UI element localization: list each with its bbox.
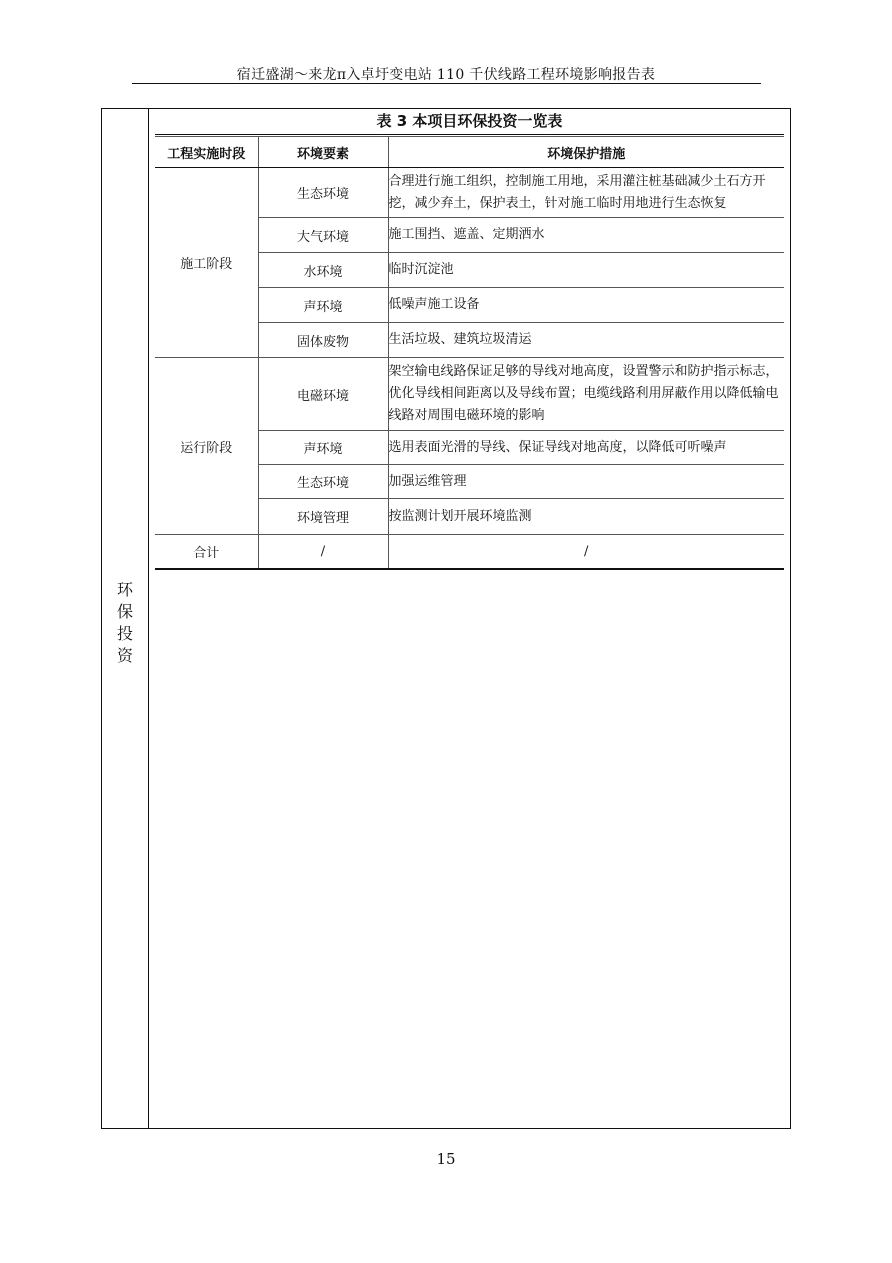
- total-measure: /: [388, 535, 784, 569]
- element-cell: 水环境: [258, 253, 388, 288]
- stage-operation: 运行阶段: [155, 358, 258, 535]
- element-cell: 生态环境: [258, 168, 388, 218]
- measure-cell: 选用表面光滑的导线、保证导线对地高度，以降低可听噪声: [388, 431, 784, 465]
- element-cell: 环境管理: [258, 499, 388, 535]
- measure-cell: 加强运维管理: [388, 465, 784, 499]
- element-cell: 声环境: [258, 431, 388, 465]
- measure-cell: 施工围挡、遮盖、定期洒水: [388, 218, 784, 253]
- table-title: 表 3 本项目环保投资一览表: [376, 112, 563, 130]
- column-header-stage: 工程实施时段: [155, 137, 258, 168]
- element-cell: 固体废物: [258, 323, 388, 358]
- table-title-rule: [155, 134, 784, 135]
- total-label: 合计: [155, 535, 258, 569]
- side-label-char: 资: [116, 646, 133, 665]
- measure-cell: 生活垃圾、建筑垃圾清运: [388, 323, 784, 358]
- table-row: [155, 168, 784, 218]
- element-cell: 生态环境: [258, 465, 388, 499]
- measure-cell: 按监测计划开展环境监测: [388, 499, 784, 535]
- side-label-char: 环: [116, 580, 133, 599]
- element-cell: 声环境: [258, 288, 388, 323]
- report-header-title: 宿迁盛湖～来龙π入卓圩变电站 110 千伏线路工程环境影响报告表: [236, 67, 656, 83]
- element-cell: 大气环境: [258, 218, 388, 253]
- total-element: /: [258, 535, 388, 569]
- environmental-investment-table: [155, 136, 784, 570]
- side-label-char: 保: [116, 602, 133, 621]
- column-header-measure: 环境保护措施: [388, 137, 784, 168]
- column-header-element: 环境要素: [258, 137, 388, 168]
- measure-cell: 低噪声施工设备: [388, 288, 784, 323]
- table-row: [155, 358, 784, 431]
- measure-cell: 架空输电线路保证足够的导线对地高度，设置警示和防护指示标志，优化导线相间距离以及导线布置；电缆线路利用屏蔽作用以降低输电线路对周围电磁环境的影响: [388, 358, 784, 431]
- table-total-row: [155, 535, 784, 569]
- stage-construction: 施工阶段: [155, 168, 258, 358]
- side-column: [102, 109, 149, 1128]
- side-label: [102, 579, 148, 667]
- element-cell: 电磁环境: [258, 358, 388, 431]
- measure-cell: 临时沉淀池: [388, 253, 784, 288]
- page-number: 15: [436, 1150, 456, 1168]
- table-header-row: [155, 137, 784, 168]
- side-label-char: 投: [116, 624, 133, 643]
- header-rule: [132, 83, 761, 84]
- measure-cell: 合理进行施工组织，控制施工用地，采用灌注桩基础减少土石方开挖，减少弃土，保护表土，针对施工临时用地进行生态恢复: [388, 168, 784, 218]
